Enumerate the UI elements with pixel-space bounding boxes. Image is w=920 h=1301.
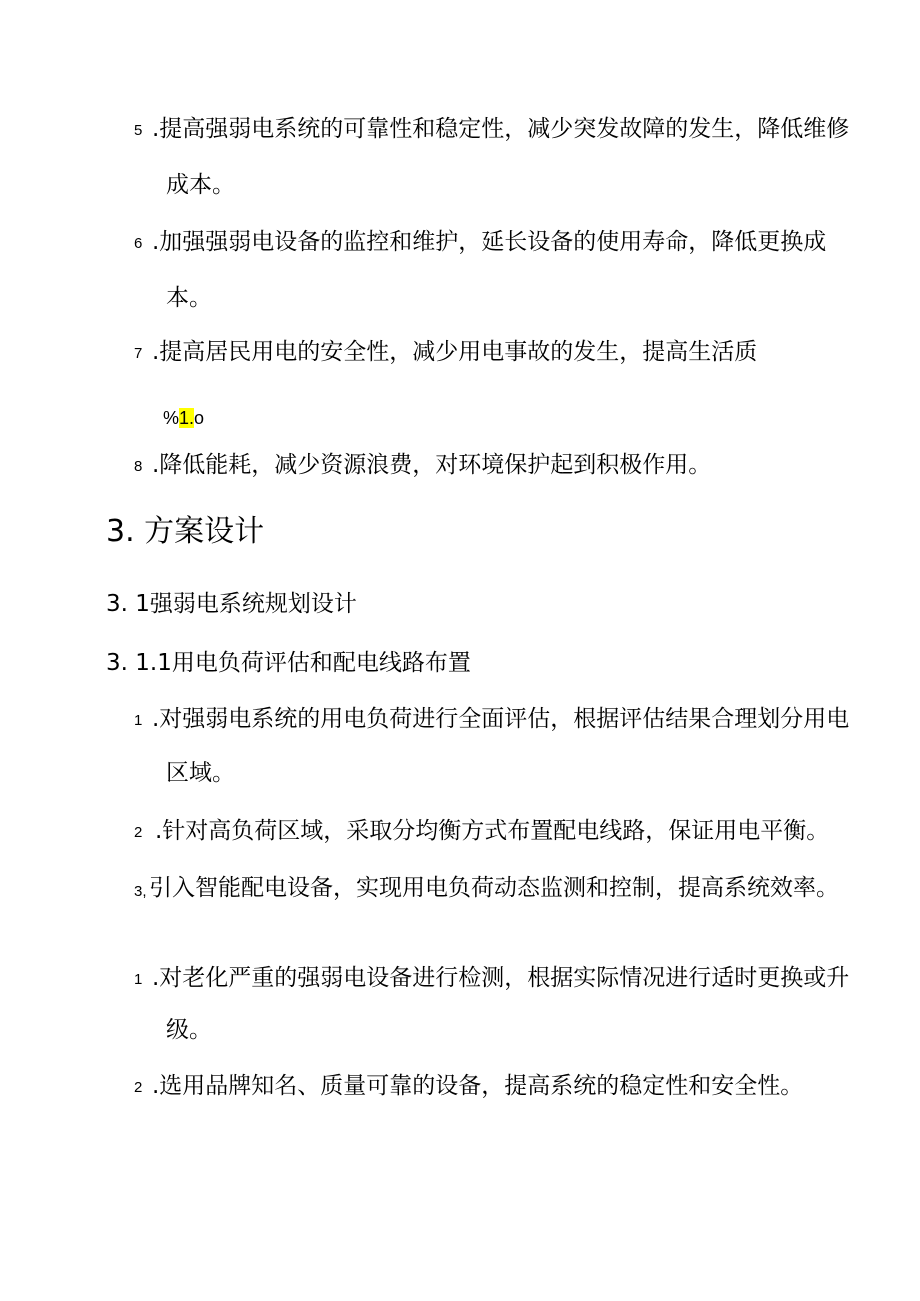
list-item-text: .针对高负荷区域，采取分均衡方式布置配电线路，保证用电平衡。	[155, 818, 830, 844]
list-number: 3,	[134, 883, 147, 900]
list-item-text: .降低能耗，减少资源浪费，对环境保护起到积极作用。	[152, 452, 712, 478]
list-item-text: .加强强弱电设备的监控和维护，延长设备的使用寿命，降低更换成	[152, 229, 827, 255]
list-item-text-continued: 本。	[166, 285, 212, 311]
garbled-suffix: o	[194, 408, 205, 428]
subsection-heading: 3. 1强弱电系统规划设计	[106, 591, 357, 617]
list-number: 8	[134, 458, 143, 475]
garbled-prefix: %	[163, 408, 180, 428]
list-number: 1	[134, 712, 143, 729]
list-number: 2	[134, 1079, 143, 1096]
list-number: 1	[134, 971, 143, 988]
highlighted-text: 1.	[179, 408, 195, 428]
list-number: 5	[134, 122, 143, 139]
subsubsection-heading: 3. 1.1用电负荷评估和配电线路布置	[106, 650, 471, 676]
list-number: 7	[134, 345, 143, 362]
list-item-text-continued: 级。	[166, 1017, 212, 1043]
list-item-text: .提高居民用电的安全性，减少用电事故的发生，提高生活质	[152, 339, 758, 365]
list-item-text: .对强弱电系统的用电负荷进行全面评估，根据评估结果合理划分用电	[152, 706, 850, 732]
list-item-text: 引入智能配电设备，实现用电负荷动态监测和控制，提高系统效率。	[149, 875, 839, 901]
list-item-text: .提高强弱电系统的可靠性和稳定性，减少突发故障的发生，降低维修	[152, 116, 850, 142]
list-item-text: .选用品牌知名、质量可靠的设备，提高系统的稳定性和安全性。	[152, 1073, 804, 1099]
list-item-text-continued: 区域。	[166, 760, 235, 786]
garbled-text	[163, 409, 204, 427]
list-item-text: .对老化严重的强弱电设备进行检测，根据实际情况进行适时更换或升	[152, 965, 850, 991]
list-number: 2	[134, 824, 143, 841]
list-item-text-continued: 成本。	[166, 172, 235, 198]
list-number: 6	[134, 235, 143, 252]
section-heading: 3. 方案设计	[106, 514, 265, 549]
